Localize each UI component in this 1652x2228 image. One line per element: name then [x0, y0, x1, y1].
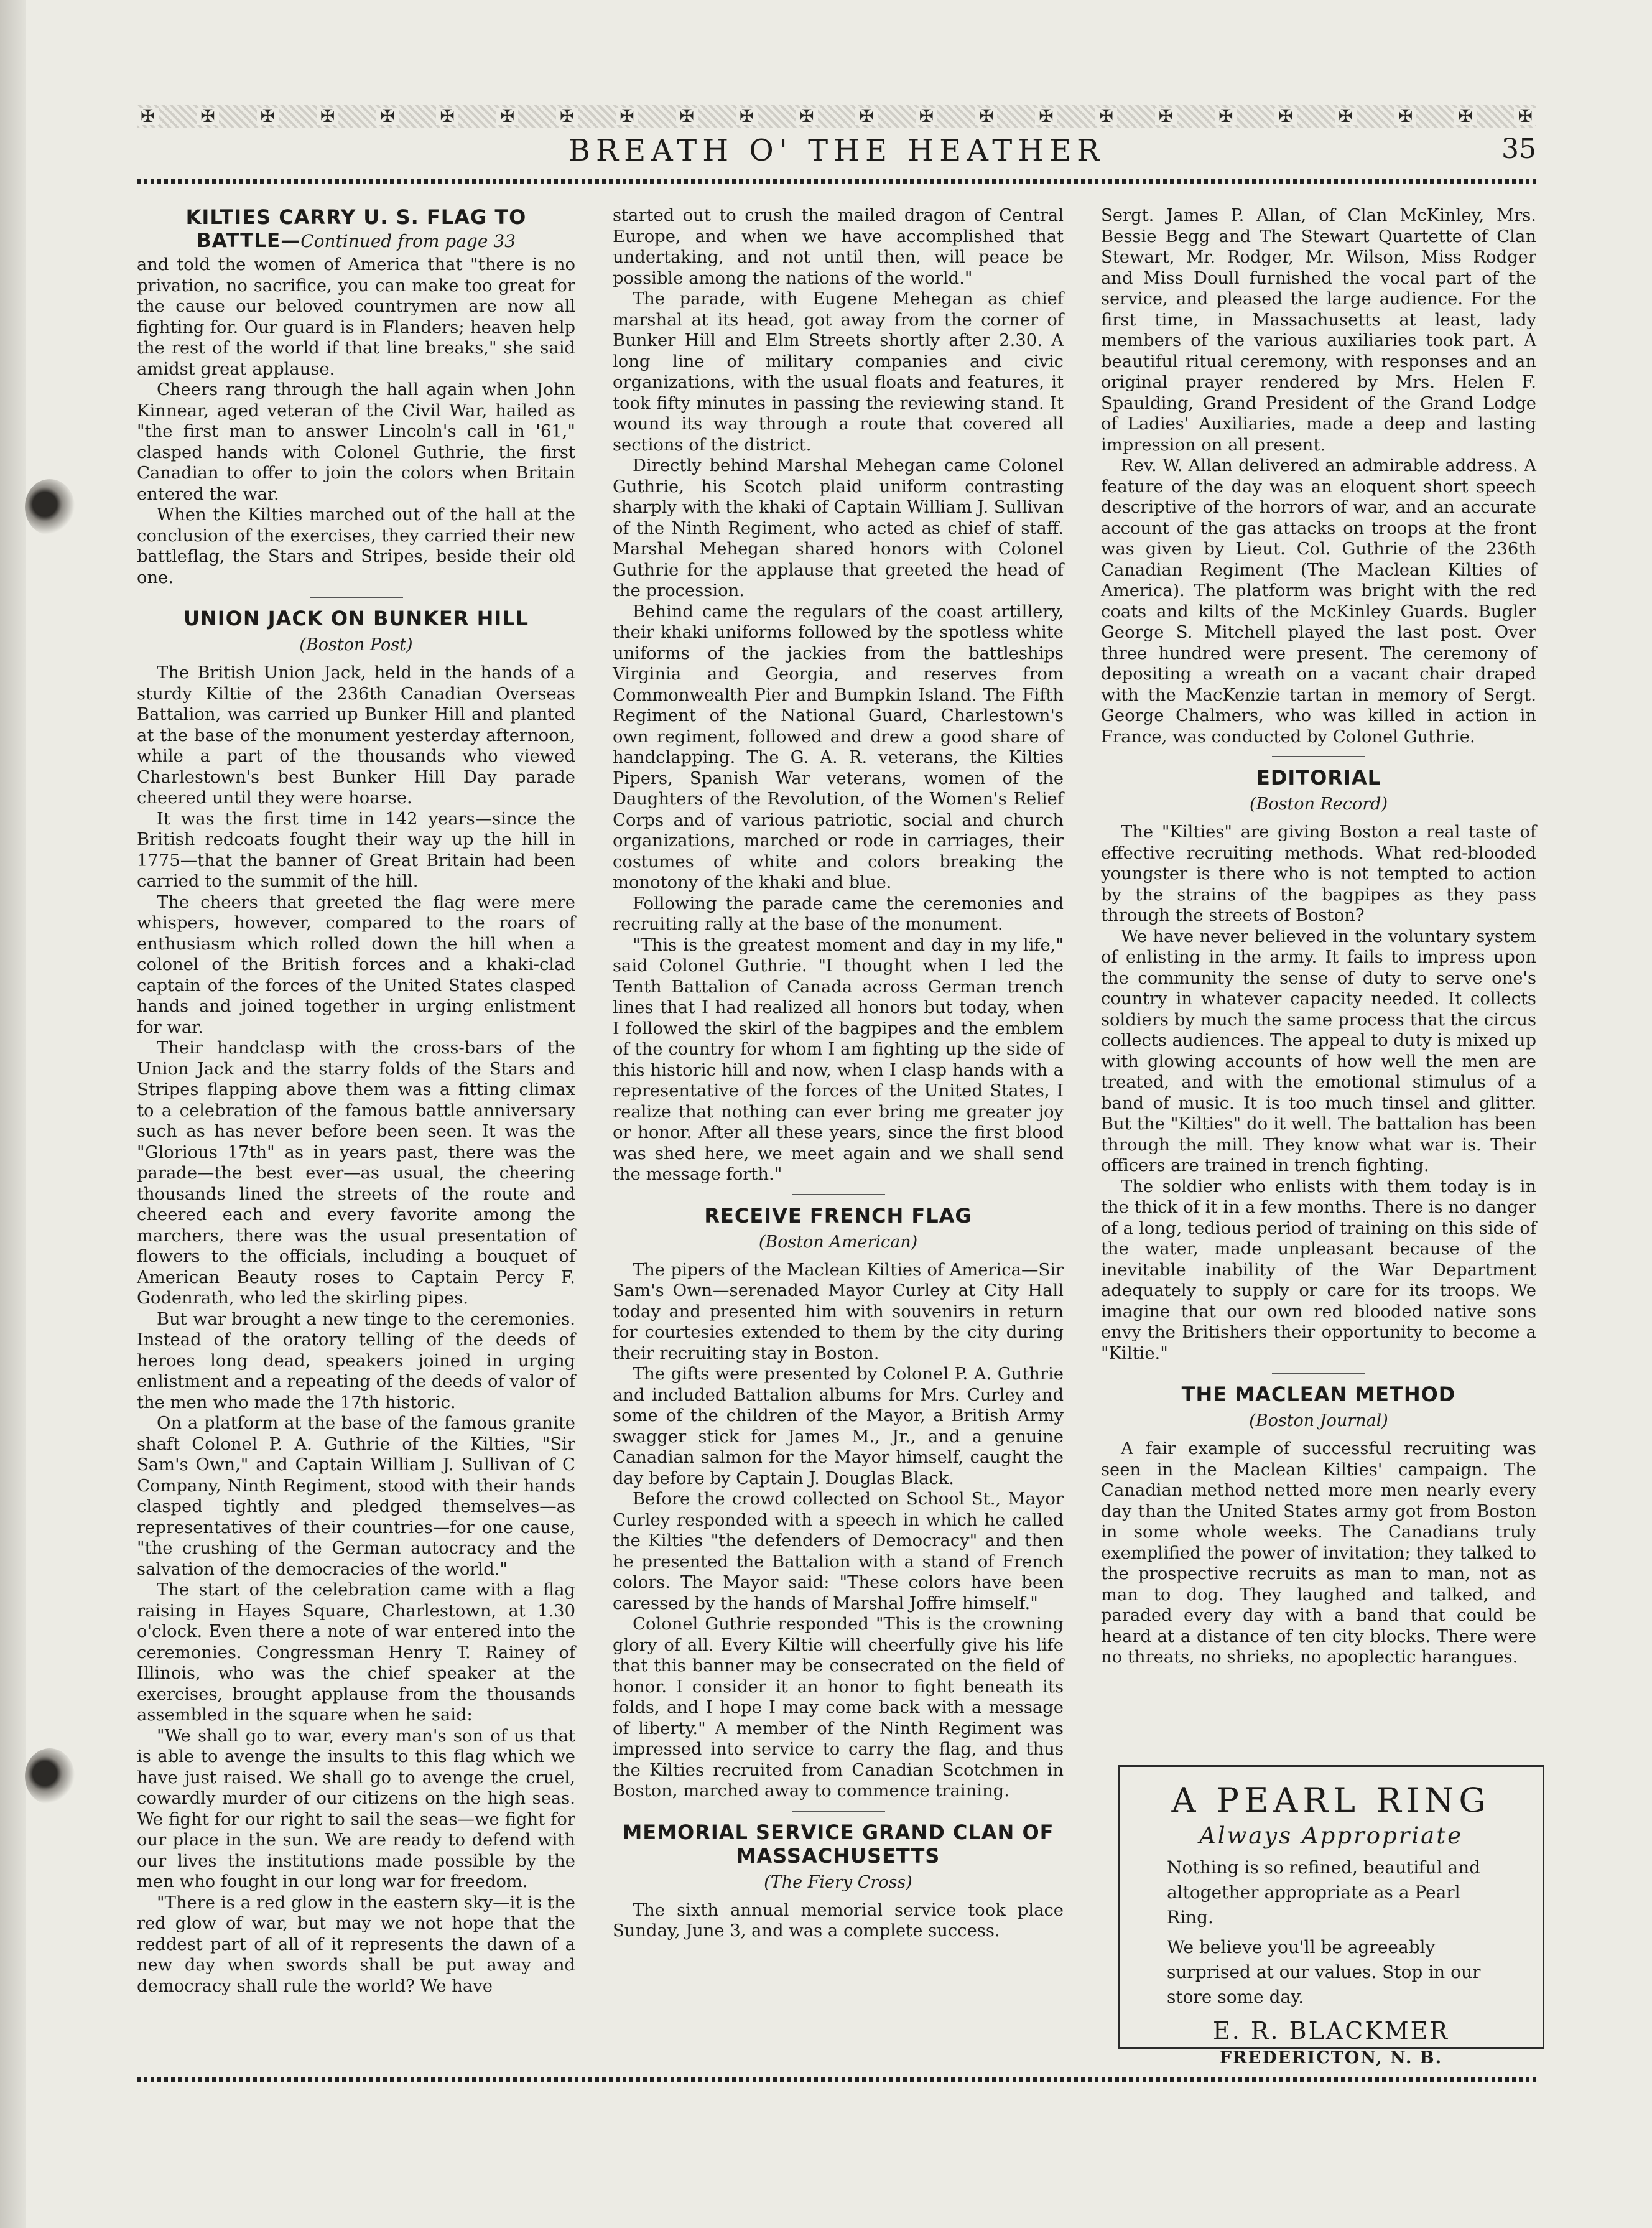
header-ornament-band [137, 105, 1536, 128]
section-divider [310, 597, 403, 598]
masthead [137, 129, 1536, 173]
ornament-glyph: ✠ [496, 108, 518, 125]
ad-body-text: We believe you'll be agreeably surprised at our values. Stop in our store some day. [1167, 1937, 1481, 2007]
article-source: (Boston Journal) [1249, 1411, 1388, 1430]
ornament-glyph: ✠ [855, 108, 877, 125]
paragraph: Sergt. James P. Allan, of Clan McKinley, Mrs. Bessie Begg and The Stewart Quartette of Clan Stewart, Mr. Rodger, Mr. Wilson, Miss Rodger and Miss Doull furnished the vocal part of the service, and pleased the large audience. For the first time, in Massachusetts at least, lady members of the various auxiliaries took part. A beautiful ritual ceremony, with responses and an original prayer rendered by Mrs. Helen F. Spaulding, Grand President of the Grand Lodge of Ladies' Auxiliaries, made a deep and lasting impression on all present. [1101, 206, 1536, 455]
article-source: (Boston American) [758, 1232, 918, 1252]
ornament-glyph: ✠ [436, 108, 458, 125]
paragraph: The pipers of the Maclean Kilties of America—Sir Sam's Own—serenaded Mayor Curley at City Hall today and presented him with souvenirs in return for courtesies extended to them by the city during their recruiting stay in Boston. [613, 1260, 1064, 1363]
paragraph: Behind came the regulars of the coast artillery, their khaki uniforms followed by the spotless white uniforms of the jackies from the battleships Virginia and Georgia, and reserves from Commonwealth Pier and Bumpkin Island. The Fifth Regiment of the National Guard, Charlestown's own regiment, followed and drew a good share of handclapping. The G. A. R. veterans, the Kilties Pipers, Spanish War veterans, women of the Daughters of the Revolution, of the Women's Relief Corps and of various patriotic, social and church organizations, marched or rode in carriages, their costumes of white and colors breaking the monotony of the khaki and blue. [613, 602, 1064, 892]
article-heading: THE MACLEAN METHOD [1181, 1382, 1456, 1406]
paragraph: The cheers that greeted the flag were mere whispers, however, compared to the roars of enthusiasm which rolled down the hill when a colonel of the British forces and a khaki-clad captain of the forces of the United States clasped hands and joined together in urging enlistment for war. [137, 892, 575, 1037]
paragraph: The parade, with Eugene Mehegan as chief marshal at its head, got away from the corner of Bunker Hill and Elm Streets shortly after 2.30. A long line of military companies and civic organizations, with the usual floats and features, it took fifty minutes in passing the reviewing stand. It wound its way through a route that covered all sections of the district. [613, 289, 1064, 455]
paragraph: started out to crush the mailed dragon of Central Europe, and when we have accomplished that undertaking, and not until then, will peace be possible among the nations of the world." [613, 206, 1064, 288]
paragraph: On a platform at the base of the famous granite shaft Colonel P. A. Guthrie of the Kilties, "Sir Sam's Own," and Captain William J. Sullivan of C Company, Ninth Regiment, stood with their hands clasped tightly and pledged themselves—as representatives of their countries—for one cause, "the crushing of the German autocracy and the salvation of the democracies of the world." [137, 1414, 575, 1579]
section-divider [1272, 756, 1365, 757]
ornament-glyph: ✠ [1035, 108, 1057, 125]
paragraph: Before the crowd collected on School St., Mayor Curley responded with a speech in which he called the Kilties "the defenders of Democracy" and then he presented the Battalion with a stand of French colors. The Mayor said: "These colors have been caressed by the hands of Marshal Joffre himself." [613, 1489, 1064, 1613]
ornament-glyph: ✠ [1274, 108, 1296, 125]
paragraph: Cheers rang through the hall again when John Kinnear, aged veteran of the Civil War, hailed as "the first man to answer Lincoln's call in '61," clasped hands with Colonel Guthrie, the first Canadian to offer to join the colors when Britain entered the war. [137, 380, 575, 504]
binding-edge [0, 0, 26, 2228]
column-3 [1101, 205, 1536, 1668]
column-1 [137, 205, 575, 1997]
column-2 [613, 205, 1064, 1942]
article-heading: UNION JACK ON BUNKER HILL [183, 607, 529, 630]
paragraph: "We shall go to war, every man's son of us that is able to avenge the insults to this flag which we have just raised. We shall go to avenge the cruel, cowardly murder of our citizens on the high seas. We fight for our right to sail the seas—we fight for our place in the sun. We are ready to defend with our lives the institutions made possible by the men who fought in our long war for freedom. [137, 1726, 575, 1891]
ornament-glyph: ✠ [1215, 108, 1237, 125]
paragraph: We have never believed in the voluntary system of enlisting in the army. It fails to impress upon the community the sense of duty to serve one's country in whatever capacity needed. It collects soldiers by much the same process that the circus collects audiences. The appeal to duty is mixed up with glowing accounts of how well the men are treated, and with the emotional stimulus of a band of music. It is too much tinsel and glitter. But the "Kilties" do it well. The battalion has been through the mill. They know what war is. Their officers are trained in trench fighting. [1101, 926, 1536, 1175]
bottom-dotted-rule [137, 2077, 1536, 2082]
paragraph: The start of the celebration came with a flag raising in Hayes Square, Charlestown, at 1.30 o'clock. Even there a note of war entered into the ceremonies. Congressman Henry T. Rainey of Illinois, who was the chief speaker at the exercises, brought applause from the thousands assembled in the square when he said: [137, 1580, 575, 1725]
paragraph: "There is a red glow in the eastern sky—it is the red glow of war, but may we not hope that the reddest part of all of it represents the dawn of a new day when swords shall be put away and democracy shall rule the world? We have [137, 1893, 575, 1996]
ad-merchant-location: FREDERICTON, N. B. [1219, 2048, 1443, 2067]
ornament-glyph: ✠ [1454, 108, 1476, 125]
paragraph: and told the women of America that "there is no privation, no sacrifice, you can make too great for the cause our beloved countrymen are now all fighting for. Our guard is in Flanders; heaven help the rest of the world if that line breaks," she said amidst great applause. [137, 255, 575, 379]
paragraph: The sixth annual memorial service took place Sunday, June 3, and was a complete success. [613, 1900, 1064, 1941]
binding-hole [25, 479, 75, 535]
section-divider [1272, 1373, 1365, 1374]
ornament-glyph: ✠ [975, 108, 997, 125]
paragraph: The soldier who enlists with them today is in the thick of it in a few months. There is no danger of a long, tedious period of training on this side of the water, made unpleasant because of the inevitable inability of the War Department adequately to supply or care for its troops. We imagine that our own red blooded native sons envy the Britishers their opportunity to become a "Kiltie." [1101, 1177, 1536, 1363]
pearl-ring-advertisement [1118, 1765, 1544, 2067]
ornament-glyph: ✠ [317, 108, 338, 125]
ad-body-text: Nothing is so refined, beautiful and altogether appropriate as a Pearl Ring. [1167, 1857, 1481, 1927]
paragraph: The gifts were presented by Colonel P. A. Guthrie and included Battalion albums for Mrs. Curley and some of the children of the Mayor, a British Army swagger stick for James M., Jr., and a genuine Canadian salmon for the Mayor himself, caught the day before by Captain J. Douglas Black. [613, 1364, 1064, 1488]
ornament-glyph: ✠ [676, 108, 698, 125]
paragraph: The British Union Jack, held in the hands of a sturdy Kiltie of the 236th Canadian Overseas Battalion, was carried up Bunker Hill and planted at the base of the monument yesterday afternoon, while a part of the thousands who viewed Charlestown's best Bunker Hill Day parade cheered until they were hoarse. [137, 663, 575, 808]
ad-tagline: Always Appropriate [1199, 1822, 1464, 1849]
top-dotted-rule [137, 179, 1536, 184]
ornament-glyph: ✠ [616, 108, 638, 125]
ornament-glyph: ✠ [1514, 108, 1536, 125]
paragraph: Following the parade came the ceremonies and recruiting rally at the base of the monument. [613, 893, 1064, 934]
ornament-glyph: ✠ [556, 108, 578, 125]
paragraph: "This is the greatest moment and day in my life," said Colonel Guthrie. "I thought when I led the Tenth Battalion of Canada across German trench lines that I had realized all honors but today, when I followed the skirl of the bagpipes and the emblem of the country for whom I am fighting up the side of this historic hill and now, when I clasp hands with a representative of the forces of the United States, I realize that nothing can ever bring me greater joy or honor. After all these years, since the first blood was shed here, we meet again and we shall send the message forth." [613, 935, 1064, 1184]
article-heading: MEMORIAL SERVICE GRAND CLAN OF MASSACHUSETTS [622, 1820, 1054, 1868]
ornament-glyph: ✠ [137, 108, 159, 125]
continued-note: Continued from page 33 [300, 231, 516, 251]
article-source: (The Fiery Cross) [764, 1872, 912, 1892]
article-source: (Boston Post) [299, 635, 413, 655]
continued-line [137, 229, 575, 253]
continued-heading: BATTLE— [197, 230, 301, 252]
page-number: 35 [1501, 133, 1536, 165]
ornament-glyph: ✠ [1335, 108, 1357, 125]
ornament-glyph: ✠ [197, 108, 218, 125]
ornament-glyph: ✠ [257, 108, 279, 125]
ornament-glyph: ✠ [916, 108, 937, 125]
ornament-glyph: ✠ [736, 108, 758, 125]
article-source: (Boston Record) [1250, 795, 1388, 814]
ornament-glyph: ✠ [376, 108, 398, 125]
article-heading: KILTIES CARRY U. S. FLAG TO [185, 205, 527, 229]
article-heading: EDITORIAL [1256, 766, 1381, 790]
paragraph: The "Kilties" are giving Boston a real taste of effective recruiting methods. What red-blooded youngster is there who is not tempted to action by the strains of the bagpipes as they pass through the streets of Boston? [1101, 823, 1536, 925]
ad-merchant-name: E. R. BLACKMER [1213, 2017, 1449, 2044]
paragraph: A fair example of successful recruiting was seen in the Maclean Kilties' campaign. The Canadian method netted more men nearly every day than the United States army got from Boston in some whole weeks. The Canadians truly exemplified the power of invitation; they talked to the prospective recruits as man to man, not as man to dog. They laughed and talked, and paraded every day with a band that could be heard at a distance of ten city blocks. There were no threats, no shrieks, no apoplectic harangues. [1101, 1439, 1536, 1667]
binding-hole [25, 1748, 75, 1804]
ornament-glyph: ✠ [1155, 108, 1177, 125]
section-divider [792, 1194, 885, 1195]
paragraph: Directly behind Marshal Mehegan came Colonel Guthrie, his Scotch plaid uniform contrasting sharply with the khaki of Captain William J. Sullivan of the Ninth Regiment, who acted as chief of staff. Marshal Mehegan shared honors with Colonel Guthrie for the applause that greeted the head of the procession. [613, 456, 1064, 600]
paragraph: Colonel Guthrie responded "This is the crowning glory of all. Every Kiltie will cheerfully give his life that this banner may be consecrated on the field of honor. I consider it an honor to fight beneath its folds, and I hope I may come back with a message of liberty." A member of the Ninth Regiment was impressed into service to carry the flag, and thus the Kilties recruited from Canadian Scotchmen in Boston, marched away to commence training. [613, 1615, 1064, 1801]
ornament-glyph: ✠ [1394, 108, 1416, 125]
ornament-glyph: ✠ [796, 108, 817, 125]
paragraph: It was the first time in 142 years—since the British redcoats fought their way up the hill in 1775—that the banner of Great Britain had been carried to the summit of the hill. [137, 809, 575, 891]
paragraph: Their handclasp with the cross-bars of the Union Jack and the starry folds of the Stars and Stripes flapping above them was a fitting climax to a celebration of the famous battle anniversary such as has never before been seen. It was the "Glorious 17th" as in years past, there was the parade—the best ever—as usual, the cheering thousands lined the streets of the route and cheered each and every favorite among the marchers, there was the usual presentation of flowers to the officials, including a bouquet of American Beauty roses to Captain Percy F. Godenrath, who led the skirling pipes. [137, 1038, 575, 1308]
publication-title: BREATH O' THE HEATHER [568, 133, 1105, 168]
article-heading: RECEIVE FRENCH FLAG [704, 1203, 972, 1228]
paragraph: Rev. W. Allan delivered an admirable address. A feature of the day was an eloquent short speech descriptive of the horrors of war, and an accurate account of the gas attacks on troops at the front was given by Lieut. Col. Guthrie of the 236th Canadian Regiment (The Maclean Kilties of America). The platform was bright with the red coats and kilts of the McKinley Guards. Bugler George S. Mitchell played the last post. Over three hundred were present. The ceremony of depositing a wreath on a vacant chair draped with the MacKenzie tartan in memory of Sergt. George Chalmers, who was killed in action in France, was conducted by Colonel Guthrie. [1101, 456, 1536, 747]
paragraph: But war brought a new tinge to the ceremonies. Instead of the oratory telling of the deeds of heroes long dead, speakers joined in urging enlistment and a repeating of the deeds of valor of the men who made the 17th historic. [137, 1309, 575, 1412]
section-divider [792, 1811, 885, 1812]
ad-body [1120, 1849, 1543, 2010]
paragraph: When the Kilties marched out of the hall at the conclusion of the exercises, they carried their new battleflag, the Stars and Stripes, beside their old one. [137, 505, 575, 587]
ornament-glyph: ✠ [1095, 108, 1117, 125]
ad-title: A PEARL RING [1171, 1781, 1491, 1820]
